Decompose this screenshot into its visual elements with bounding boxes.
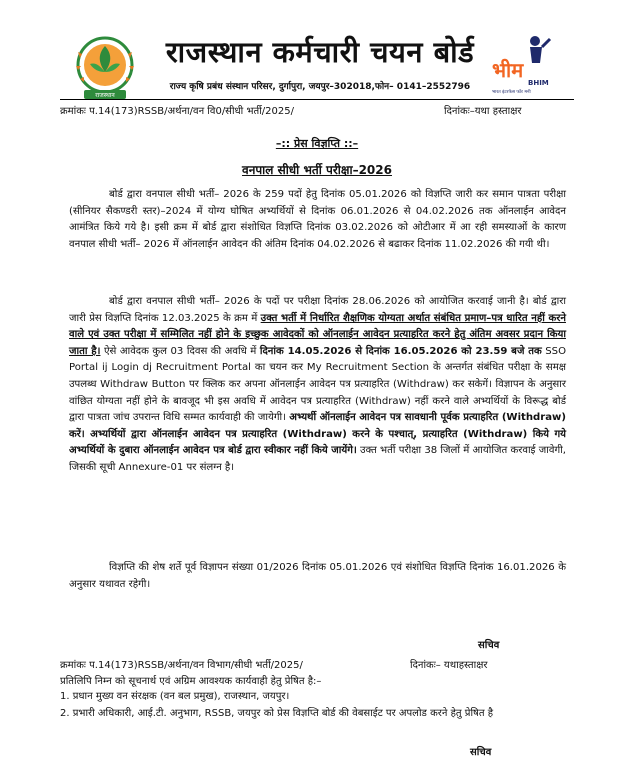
board-address: राज्य कृषि प्रबंध संस्थान परिसर, दुर्गापुरा, जयपुर–302018,फोन– 0141–2552796 <box>169 82 471 92</box>
withdraw-caution: अभ्यर्थी ऑनलाईन आवेदन पत्र सावधानी पूर्वक प्रत्याहरित (Withdraw) करें। अभ्यर्थियों द्वारा ऑनलाईन आवेदन पत्र प्रत्याहरित (Withdraw) करने के पश्चात्, प्रत्याहरित (Withdraw) किये गये अभ्यर्थियों के दुबारा ऑनलाईन आवेदन पत्र बोर्ड द्वारा स्वीकार नहीं किये जायेंगे। <box>69 412 566 457</box>
copy-intro: प्रतिलिपि निम्न को सूचनार्थ एवं अग्रिम आवश्यक कार्यवाही हेतु प्रेषित है:– <box>60 676 322 687</box>
copy-list-item: 1. प्रधान मुख्य वन संरक्षक (वन बल प्रमुख), राजस्थान, जयपुर। <box>60 691 290 702</box>
header-rule <box>60 99 574 100</box>
reference-date: दिनांकः–यथा हस्ताक्षर <box>444 106 522 117</box>
paragraph-3: विज्ञप्ति की शेष शर्ते पूर्व विज्ञापन संख्या 01/2026 दिनांक 05.01.2026 एवं संशोधित विज्ञप्ति दिनांक 16.01.2026 के अनुसार यथावत रहेगी। <box>69 562 566 590</box>
bhim-logo <box>490 33 554 95</box>
withdraw-period: दिनांक 14.05.2026 से दिनांक 16.05.2026 को 23.59 बजे तक <box>259 345 542 357</box>
paragraph-2-part-2: ऐसे आवेदक कुल 03 दिवस की अवधि में <box>100 345 260 357</box>
reference-number-2: क्रमांकः प.14(173)RSSB/अर्थना/वन विभाग/सीधी भर्ती/2025/ <box>60 660 303 671</box>
board-title: राजस्थान कर्मचारी चयन बोर्ड <box>165 35 475 69</box>
reference-number: क्रमांकः प.14(173)RSSB/अर्थना/वन वि0/सीधी भर्ती/2025/ <box>60 106 294 117</box>
reference-date-2: दिनांकः– यथाहस्ताक्षर <box>410 660 488 671</box>
signature-secretary-1: सचिव <box>478 640 500 651</box>
paragraph-1: बोर्ड द्वारा वनपाल सीधी भर्ती– 2026 के 259 पदों हेतु दिनांक 05.01.2026 को विज्ञप्ति जारी कर समान पात्रता परीक्षा (सीनियर सैकण्डरी स्तर)–2024 में योग्य घोषित अभ्यर्थियों से दिनांक 06.01.2026 से 04.02.2026 तक ऑनलाईन आवेदन आमंत्रित किये गये है। इसी क्रम में बोर्ड द्वारा संशोधित विज्ञप्ति दिनांक 03.02.2026 को ओटीआर में आ रही समस्याओं के कारण वनपाल सीधी भर्ती– 2026 में ऑनलाईन आवेदन की अंतिम दिनांक 04.02.2026 से बढाकर दिनांक 11.02.2026 की गयी थी। <box>69 189 566 250</box>
paragraph-2-part-4: उक्त भर्ती परीक्षा 38 जिलों में आयोजित करवाई जावेगी, जिसकी सूची Annexure-01 पर संलग्न है। <box>69 445 567 473</box>
copy-list-item: 2. प्रभारी अधिकारी, आई.टी. अनुभाग, RSSB, जयपुर को प्रेस विज्ञप्ति बोर्ड की वेबसाईट पर अपलोड करने हेतु प्रेषित है <box>60 708 494 719</box>
bhim-logo-sub: BHIM <box>528 79 549 87</box>
exam-subheading: वनपाल सीधी भर्ती परीक्षा–2026 <box>242 163 392 177</box>
paragraph-2-part-1: बोर्ड द्वारा वनपाल सीधी भर्ती– 2026 के पदों पर परीक्षा दिनांक 28.06.2026 को आयोजित करवाई जानी है। बोर्ड द्वारा जारी प्रेस विज्ञप्ति दिनांक 12.03.2025 के क्रम में <box>69 296 566 324</box>
paragraph-2 <box>69 294 566 477</box>
bhim-logo-text: भीम <box>492 58 524 82</box>
paragraph-2-part-3: SSO Portal ij Login dj Recruitment Portal का चयन कर My Recruitment Section के अन्तर्गत संबंधित परीक्षा के समक्ष उपलब्ध Withdraw Button पर क्लिक कर अपना ऑनलाईन आवेदन पत्र प्रत्याहरित (Withdraw) कर सकेगें। विज्ञापन के अनुसार वांछित योग्यता नहीं होने के बावजूद भी इस अवधि में आवेदन पत्र प्रत्याहरित (Withdraw) नहीं करने वाले अभ्यर्थियों के विरूद्ध बोर्ड द्वारा पात्रता जांच उपरान्त विधि सम्मत कार्यवाही की जायेगी। <box>69 345 567 424</box>
rssb-emblem-logo <box>70 32 140 102</box>
press-release-heading: –:: प्रेस विज्ञप्ति ::– <box>275 137 359 150</box>
withdraw-opportunity-notice: उक्त भर्ती में निर्धारित शैक्षणिक योग्यता अर्थात संबंधित प्रमाण–पत्र धारित नहीं करने वाले एवं उक्त परीक्षा में सम्मिलित नहीं होने के इच्छुक आवेदकों को ऑनलाईन आवेदन प्रत्याहरित करने हेतु अंतिम अवसर प्रदान किया जाता है। <box>69 312 566 357</box>
signature-secretary-2: सचिव <box>470 747 492 758</box>
bhim-logo-tagline: भारत इंटरफेस फॉर मनी <box>492 90 531 95</box>
copy-list <box>60 689 570 721</box>
logo-caption: राजस्थान <box>95 92 115 99</box>
